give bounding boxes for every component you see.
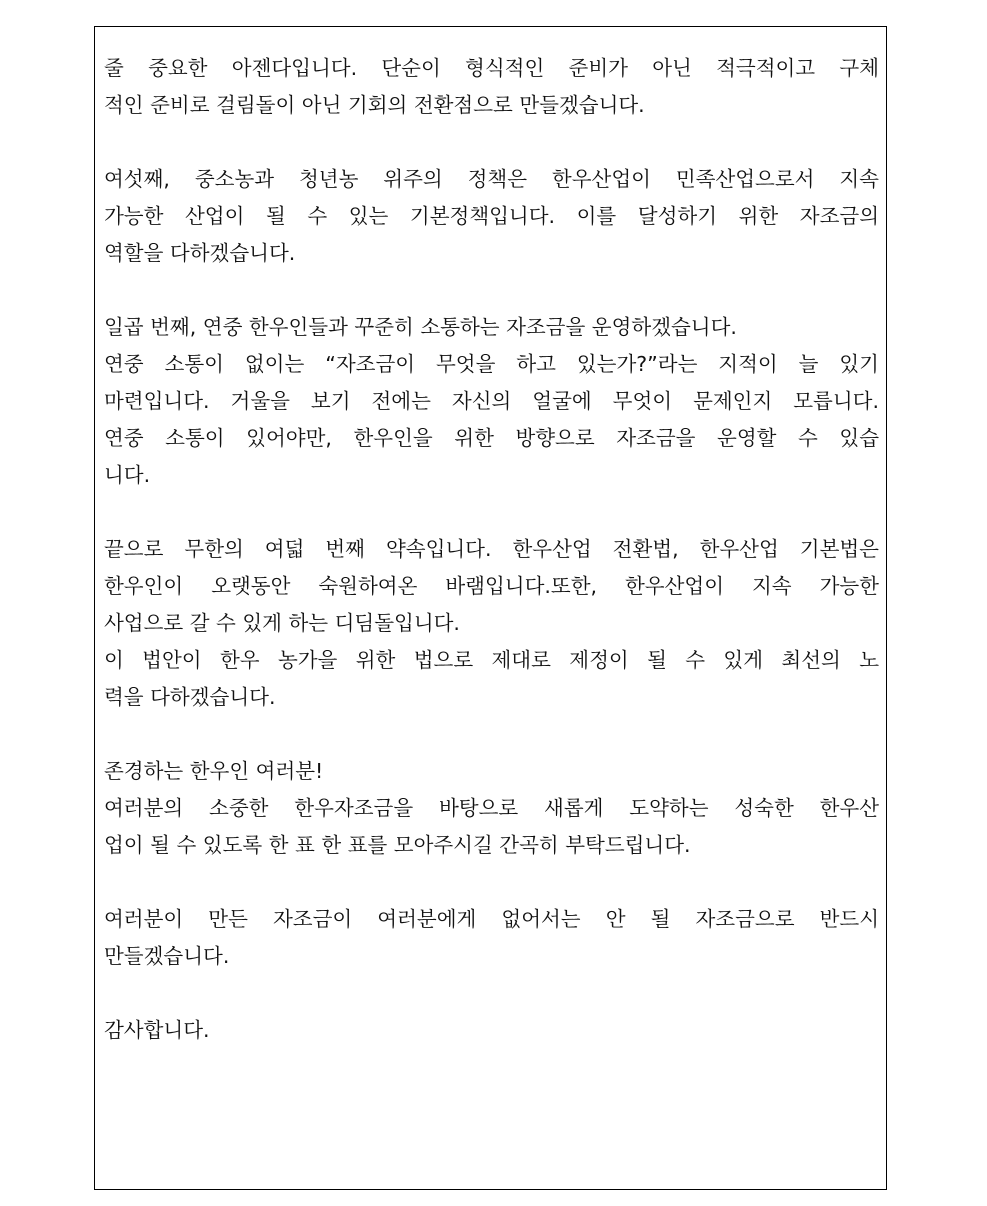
paragraph-pledge-six [104,161,879,272]
text-line: 여섯째, 중소농과 청년농 위주의 정책은 한우산업이 민족산업으로서 지속 [104,167,879,191]
text-line: 마련입니다. 거울을 보기 전에는 자신의 얼굴에 무엇이 문제인지 모릅니다. [104,389,879,413]
text-line: 일곱 번째, 연중 한우인들과 꾸준히 소통하는 자조금을 운영하겠습니다. [104,315,737,339]
text-line: 여러분이 만든 자조금이 여러분에게 없어서는 안 될 자조금으로 반드시 [104,907,879,931]
text-line: 력을 다하겠습니다. [104,685,276,709]
text-line: 역할을 다하겠습니다. [104,241,296,265]
text-line: 가능한 산업이 될 수 있는 기본정책입니다. 이를 달성하기 위한 자조금의 [104,204,879,228]
text-line: 연중 소통이 없이는 “자조금이 무엇을 하고 있는가?”라는 지적이 늘 있기 [104,352,879,376]
text-line: 업이 될 수 있도록 한 표 한 표를 모아주시길 간곡히 부탁드립니다. [104,833,691,857]
text-line: 사업으로 갈 수 있게 하는 디딤돌입니다. [104,611,460,635]
text-line: 연중 소통이 있어야만, 한우인을 위한 방향으로 자조금을 운영할 수 있습 [104,426,879,450]
text-line: 여러분의 소중한 한우자조금을 바탕으로 새롭게 도약하는 성숙한 한우산 [104,796,879,820]
document-body [104,50,879,1086]
closing-thanks: 감사합니다. [104,1018,210,1042]
text-line: 적인 준비로 걸림돌이 아닌 기회의 전환점으로 만들겠습니다. [104,93,645,117]
text-line: 한우인이 오랫동안 숙원하여온 바램입니다.또한, 한우산업이 지속 가능한 [104,574,879,598]
text-line: 줄 중요한 아젠다입니다. 단순이 형식적인 준비가 아닌 적극적이고 구체 [104,56,879,80]
paragraph-pledge-eight [104,531,879,716]
text-line: 이 법안이 한우 농가을 위한 법으로 제대로 제정이 될 수 있게 최선의 노 [104,648,879,672]
text-line: 니다. [104,463,151,487]
paragraph-agenda-continuation [104,50,879,124]
text-line: 만들겠습니다. [104,944,230,968]
paragraph-thanks [104,1012,879,1049]
paragraph-appeal [104,753,879,864]
paragraph-promise [104,901,879,975]
text-line: 존경하는 한우인 여러분! [104,759,324,783]
text-line: 끝으로 무한의 여덟 번째 약속입니다. 한우산업 전환법, 한우산업 기본법은 [104,537,879,561]
paragraph-pledge-seven [104,309,879,494]
